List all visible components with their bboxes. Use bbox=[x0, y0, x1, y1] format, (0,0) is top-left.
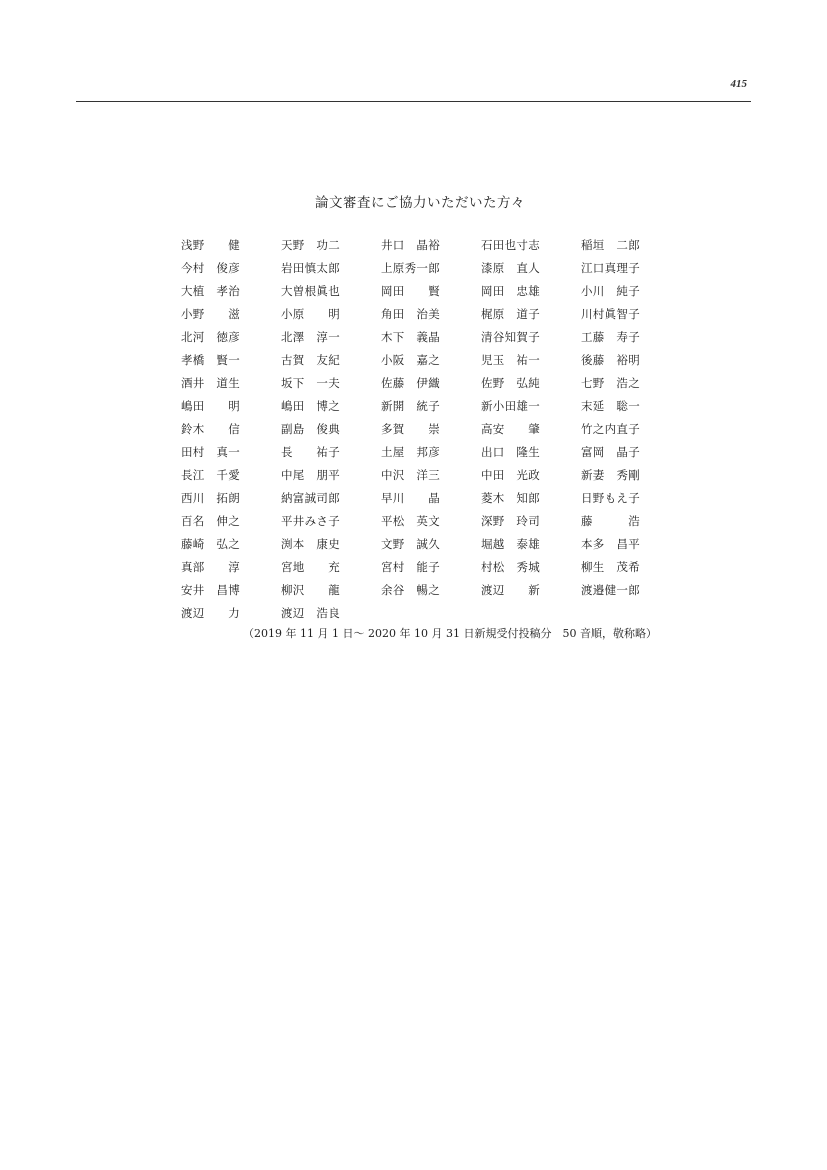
reviewer-name: 渡辺 新 bbox=[481, 582, 540, 597]
reviewer-name: 深野 玲司 bbox=[481, 513, 540, 528]
reviewer-name: 村松 秀城 bbox=[481, 559, 540, 574]
reviewer-name: 菱木 知郎 bbox=[481, 490, 540, 505]
reviewer-name: 上原秀一郎 bbox=[381, 260, 440, 275]
names-row bbox=[181, 325, 651, 348]
reviewer-name: 工藤 寿子 bbox=[581, 329, 640, 344]
reviewer-name: 高安 肇 bbox=[481, 421, 540, 436]
names-row bbox=[181, 348, 651, 371]
reviewer-name: 多賀 崇 bbox=[381, 421, 440, 436]
reviewer-name: 田村 真一 bbox=[181, 444, 240, 459]
names-row bbox=[181, 555, 651, 578]
reviewer-name: 新開 統子 bbox=[381, 398, 440, 413]
reviewer-name: 木下 義晶 bbox=[381, 329, 440, 344]
reviewer-name: 渡辺 浩良 bbox=[281, 605, 340, 620]
reviewer-name: 北河 徳彦 bbox=[181, 329, 240, 344]
reviewer-name: 宮村 能子 bbox=[381, 559, 440, 574]
reviewer-name: 川村眞智子 bbox=[581, 306, 640, 321]
reviewer-name: 藤 浩 bbox=[581, 513, 640, 528]
names-row bbox=[181, 601, 651, 624]
names-row bbox=[181, 394, 651, 417]
reviewer-name: 嶋田 明 bbox=[181, 398, 240, 413]
reviewer-name: 嶋田 博之 bbox=[281, 398, 340, 413]
reviewer-name: 渕本 康史 bbox=[281, 536, 340, 551]
names-row bbox=[181, 578, 651, 601]
reviewer-name: 西川 拓朗 bbox=[181, 490, 240, 505]
reviewer-name: 平井みさ子 bbox=[281, 513, 340, 528]
reviewer-name: 土屋 邦彦 bbox=[381, 444, 440, 459]
names-row bbox=[181, 371, 651, 394]
page-title: 論文審査にご協力いただいた方々 bbox=[315, 195, 525, 211]
names-row bbox=[181, 509, 651, 532]
reviewer-name: 梶原 道子 bbox=[481, 306, 540, 321]
names-row bbox=[181, 532, 651, 555]
names-row bbox=[181, 302, 651, 325]
reviewer-name: 大植 孝治 bbox=[181, 283, 240, 298]
reviewer-name: 今村 俊彦 bbox=[181, 260, 240, 275]
reviewer-name: 富岡 晶子 bbox=[581, 444, 640, 459]
reviewer-name: 安井 昌博 bbox=[181, 582, 240, 597]
reviewer-name: 真部 淳 bbox=[181, 559, 240, 574]
reviewer-name: 新妻 秀剛 bbox=[581, 467, 640, 482]
reviewer-name: 百名 伸之 bbox=[181, 513, 240, 528]
reviewer-name: 酒井 道生 bbox=[181, 375, 240, 390]
reviewer-name: 平松 英文 bbox=[381, 513, 440, 528]
reviewer-name: 岩田慎太郎 bbox=[281, 260, 340, 275]
reviewer-name: 児玉 祐一 bbox=[481, 352, 540, 367]
reviewer-name: 納富誠司郎 bbox=[281, 490, 340, 505]
reviewer-name: 日野もえ子 bbox=[581, 490, 640, 505]
reviewer-name: 末延 聡一 bbox=[581, 398, 640, 413]
names-row bbox=[181, 486, 651, 509]
reviewer-name: 大曽根眞也 bbox=[281, 283, 340, 298]
reviewer-name: 長江 千愛 bbox=[181, 467, 240, 482]
names-row bbox=[181, 440, 651, 463]
reviewer-name: 佐野 弘純 bbox=[481, 375, 540, 390]
reviewer-name: 角田 治美 bbox=[381, 306, 440, 321]
reviewer-name: 井口 晶裕 bbox=[381, 237, 440, 252]
reviewer-name: 新小田雄一 bbox=[481, 398, 540, 413]
reviewer-name: 中田 光政 bbox=[481, 467, 540, 482]
reviewer-name: 宮地 充 bbox=[281, 559, 340, 574]
reviewer-name: 中沢 洋三 bbox=[381, 467, 440, 482]
reviewer-name: 小阪 嘉之 bbox=[381, 352, 440, 367]
reviewer-name: 鈴木 信 bbox=[181, 421, 240, 436]
reviewer-name: 北澤 淳一 bbox=[281, 329, 340, 344]
reviewer-name: 出口 隆生 bbox=[481, 444, 540, 459]
reviewer-name-grid bbox=[181, 233, 651, 624]
header-rule bbox=[76, 101, 751, 102]
reviewer-name: 文野 誠久 bbox=[381, 536, 440, 551]
reviewer-name: 渡邉健一郎 bbox=[581, 582, 640, 597]
names-row bbox=[181, 279, 651, 302]
reviewer-name: 余谷 暢之 bbox=[381, 582, 440, 597]
reviewer-name: 漆原 直人 bbox=[481, 260, 540, 275]
reviewer-name: 本多 昌平 bbox=[581, 536, 640, 551]
names-row bbox=[181, 233, 651, 256]
reviewer-name: 渡辺 力 bbox=[181, 605, 240, 620]
reviewer-name: 岡田 賢 bbox=[381, 283, 440, 298]
reviewer-name: 佐藤 伊織 bbox=[381, 375, 440, 390]
reviewer-name: 柳沢 龍 bbox=[281, 582, 340, 597]
reviewer-name: 孝橋 賢一 bbox=[181, 352, 240, 367]
reviewer-name: 七野 浩之 bbox=[581, 375, 640, 390]
names-row bbox=[181, 463, 651, 486]
reviewer-name: 中尾 朋平 bbox=[281, 467, 340, 482]
reviewer-name: 長 祐子 bbox=[281, 444, 340, 459]
reviewer-name: 石田也寸志 bbox=[481, 237, 540, 252]
footnote: （2019 年 11 月 1 日～ 2020 年 10 月 31 日新規受付投稿分 50 音順，敬称略） bbox=[243, 627, 657, 640]
names-row bbox=[181, 417, 651, 440]
reviewer-name: 柳生 茂希 bbox=[581, 559, 640, 574]
reviewer-name: 清谷知賀子 bbox=[481, 329, 540, 344]
reviewer-name: 浅野 健 bbox=[181, 237, 240, 252]
page-number: 415 bbox=[730, 78, 747, 90]
reviewer-name: 岡田 忠雄 bbox=[481, 283, 540, 298]
reviewer-name: 堀越 泰雄 bbox=[481, 536, 540, 551]
reviewer-name: 竹之内直子 bbox=[581, 421, 640, 436]
reviewer-name: 古賀 友紀 bbox=[281, 352, 340, 367]
reviewer-name: 早川 晶 bbox=[381, 490, 440, 505]
reviewer-name: 後藤 裕明 bbox=[581, 352, 640, 367]
reviewer-name: 坂下 一夫 bbox=[281, 375, 340, 390]
reviewer-name: 藤崎 弘之 bbox=[181, 536, 240, 551]
reviewer-name: 副島 俊典 bbox=[281, 421, 340, 436]
reviewer-name: 江口真理子 bbox=[581, 260, 640, 275]
reviewer-name: 小川 純子 bbox=[581, 283, 640, 298]
reviewer-name: 小原 明 bbox=[281, 306, 340, 321]
reviewer-name: 小野 滋 bbox=[181, 306, 240, 321]
reviewer-name: 天野 功二 bbox=[281, 237, 340, 252]
names-row bbox=[181, 256, 651, 279]
reviewer-name: 稲垣 二郎 bbox=[581, 237, 640, 252]
